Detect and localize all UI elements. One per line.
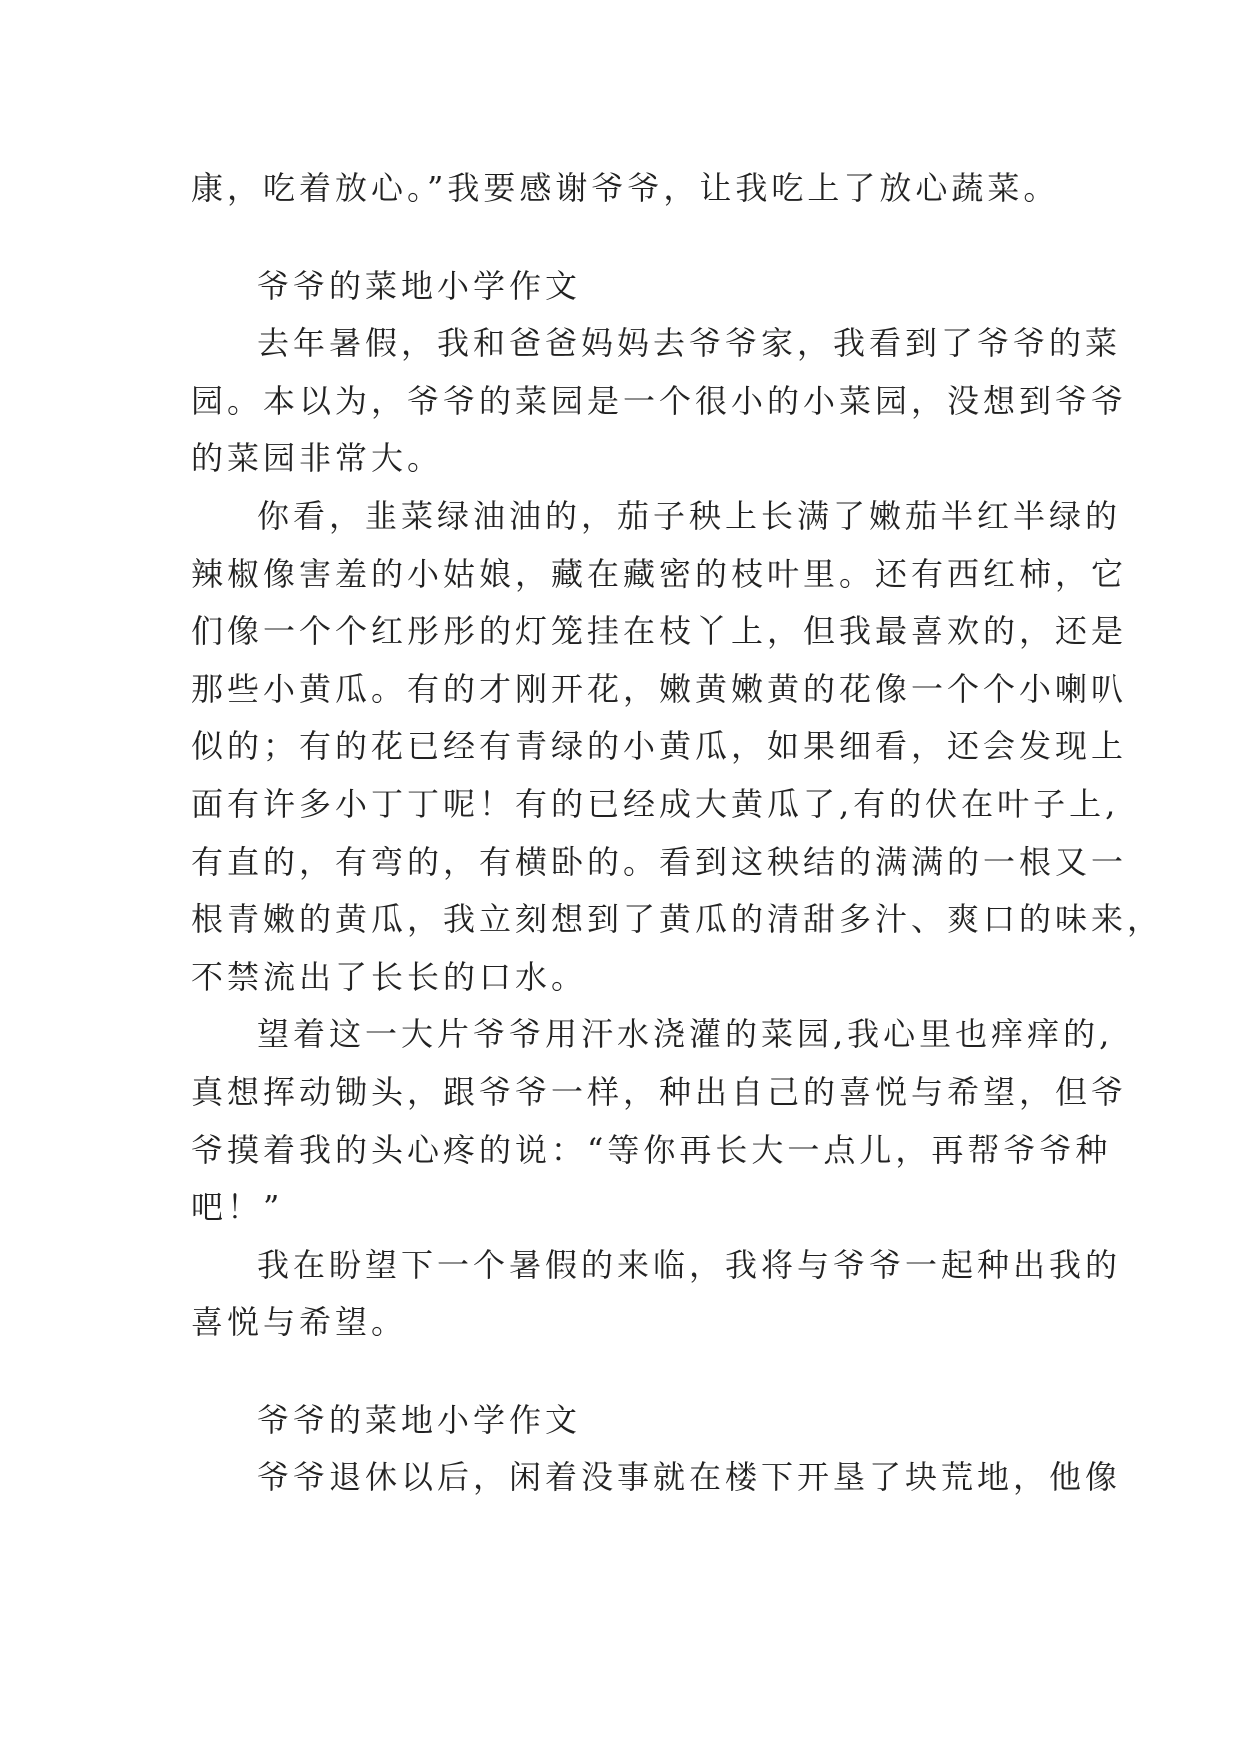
paragraph — [191, 315, 1128, 488]
paragraph — [191, 1006, 1128, 1236]
text-line: 有直的，有弯的，有横卧的。看到这秧结的满满的一根又一 — [191, 842, 1128, 881]
text-line: 似的；有的花已经有青绿的小黄瓜，如果细看，还会发现上 — [191, 727, 1128, 766]
essay-title: 爷爷的菜地小学作文 — [257, 266, 582, 305]
text-line: 那些小黄瓜。有的才刚开花，嫩黄嫩黄的花像一个个小喇叭 — [191, 669, 1128, 708]
text-line: 望着这一大片爷爷用汗水浇灌的菜园,我心里也痒痒的, — [257, 1015, 1114, 1054]
text-line: 喜悦与希望。 — [191, 1303, 408, 1342]
essay-title: 爷爷的菜地小学作文 — [257, 1400, 582, 1439]
text-line: 你看，韭菜绿油油的，茄子秧上长满了嫩茄半红半绿的 — [257, 496, 1122, 535]
text-line: 辣椒像害羞的小姑娘，藏在藏密的枝叶里。还有西红柿，它 — [191, 554, 1128, 593]
text-line: 去年暑假，我和爸爸妈妈去爷爷家，我看到了爷爷的菜 — [257, 324, 1122, 363]
paragraph — [191, 1237, 1122, 1352]
section-gap — [191, 218, 1057, 258]
section-gap — [191, 1352, 1057, 1392]
text-line: 爷摸着我的头心疼的说：“等你再长大一点儿，再帮爷爷种 — [191, 1130, 1112, 1169]
text-line: 我在盼望下一个暑假的来临，我将与爷爷一起种出我的 — [257, 1245, 1122, 1284]
text-line: 的菜园非常大。 — [191, 439, 444, 478]
paragraph — [191, 1449, 1122, 1507]
text-line: 们像一个个红彤彤的灯笼挂在枝丫上，但我最喜欢的，还是 — [191, 612, 1128, 651]
text-line: 吧！” — [191, 1188, 284, 1227]
text-line: 爷爷退休以后，闲着没事就在楼下开垦了块荒地，他像 — [257, 1458, 1122, 1497]
text-line: 根青嫩的黄瓜，我立刻想到了黄瓜的清甜多汁、爽口的味来， — [191, 900, 1164, 939]
essay-section-1 — [191, 258, 1164, 1352]
text-line: 面有许多小丁丁呢！有的已经成大黄瓜了,有的伏在叶子上, — [191, 784, 1120, 823]
text-line: 康，吃着放心。”我要感谢爷爷，让我吃上了放心蔬菜。 — [191, 169, 1060, 207]
essay-section-2 — [191, 1392, 1122, 1507]
text-line: 园。本以为，爷爷的菜园是一个很小的小菜园，没想到爷爷 — [191, 381, 1128, 420]
top-fragment-paragraph — [191, 160, 1060, 218]
paragraph — [191, 488, 1164, 1006]
text-line: 真想挥动锄头，跟爷爷一样，种出自己的喜悦与希望，但爷 — [191, 1072, 1128, 1111]
text-line: 不禁流出了长长的口水。 — [191, 957, 588, 996]
document-body — [191, 160, 1164, 1507]
